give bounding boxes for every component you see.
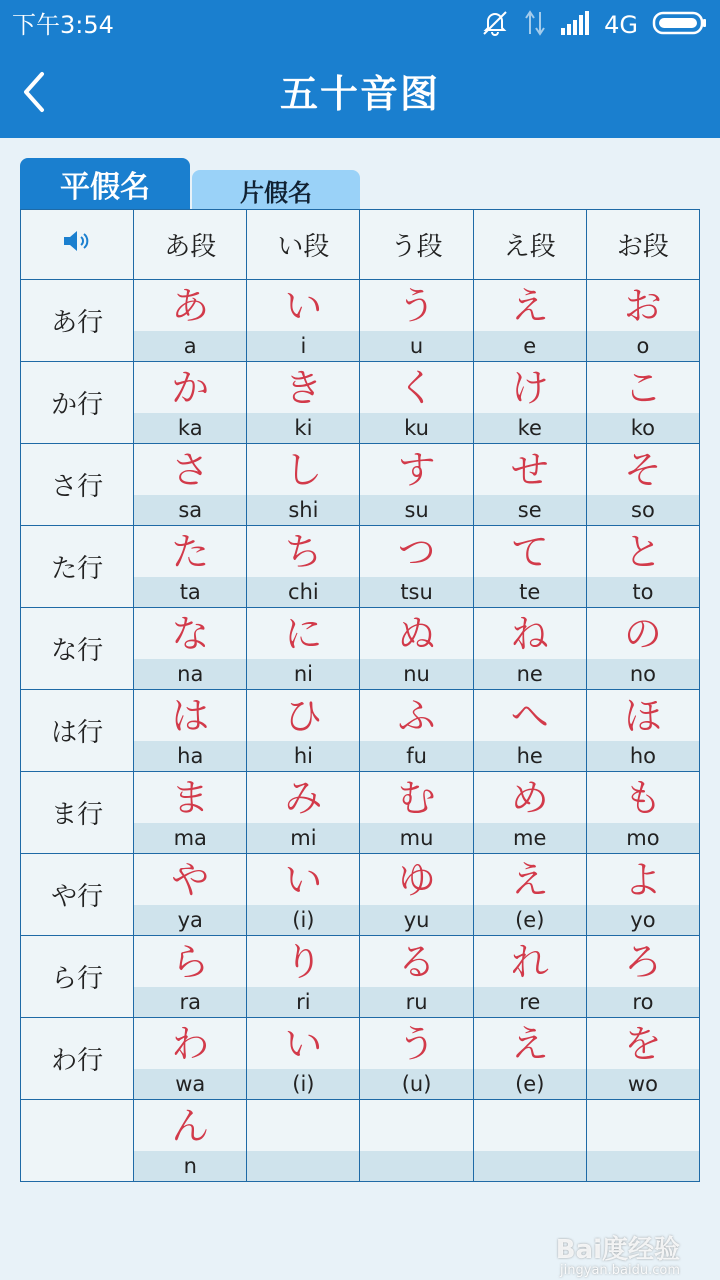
kana-cell[interactable]	[587, 526, 699, 607]
kana-char: え	[510, 283, 549, 328]
status-time: 下午3:54	[12, 11, 114, 39]
kana-char: み	[284, 775, 323, 820]
status-bar	[0, 0, 720, 50]
network-type: 4G	[604, 11, 638, 39]
romaji-label: tsu	[360, 577, 472, 607]
romaji-label: he	[474, 741, 586, 771]
empty-top	[360, 1100, 472, 1151]
kana-cell[interactable]	[587, 280, 699, 361]
kana-char: ほ	[623, 693, 662, 738]
kana-char: さ	[171, 447, 210, 492]
romaji-label: ki	[247, 413, 359, 443]
title-bar	[0, 50, 720, 138]
row-header: な行	[21, 608, 133, 689]
kana-cell[interactable]	[474, 362, 586, 443]
romaji-label: (e)	[474, 1069, 586, 1099]
kana-cell[interactable]	[134, 608, 246, 689]
speaker-icon	[62, 229, 92, 260]
romaji-label: re	[474, 987, 586, 1017]
romaji-label: e	[474, 331, 586, 361]
tab-hiragana[interactable]: 平假名	[20, 158, 190, 210]
kana-cell[interactable]	[247, 854, 359, 935]
kana-char: ふ	[397, 693, 436, 738]
romaji-label: ni	[247, 659, 359, 689]
kana-cell[interactable]	[360, 526, 472, 607]
romaji-label: n	[134, 1151, 246, 1181]
kana-cell[interactable]	[134, 1100, 246, 1181]
signal-icon	[560, 10, 590, 40]
kana-char: よ	[623, 857, 662, 902]
romaji-label: a	[134, 331, 246, 361]
kana-cell[interactable]	[247, 1018, 359, 1099]
kana-cell[interactable]	[474, 854, 586, 935]
romaji-label: ku	[360, 413, 472, 443]
kana-cell[interactable]	[587, 1018, 699, 1099]
romaji-label: ya	[134, 905, 246, 935]
kana-cell[interactable]	[360, 608, 472, 689]
romaji-label: fu	[360, 741, 472, 771]
kana-cell[interactable]	[587, 854, 699, 935]
kana-char: わ	[171, 1021, 210, 1066]
kana-char: り	[284, 939, 323, 984]
romaji-label: wa	[134, 1069, 246, 1099]
romaji-label: ta	[134, 577, 246, 607]
tab-katakana[interactable]: 片假名	[192, 170, 360, 210]
kana-cell[interactable]	[474, 608, 586, 689]
romaji-label: yu	[360, 905, 472, 935]
kana-char: ら	[171, 939, 210, 984]
kana-cell[interactable]	[587, 362, 699, 443]
kana-cell[interactable]	[247, 280, 359, 361]
column-header: う段	[360, 210, 472, 279]
kana-cell[interactable]	[360, 362, 472, 443]
kana-char: う	[397, 283, 436, 328]
kana-char: く	[397, 365, 436, 410]
romaji-label: ka	[134, 413, 246, 443]
kana-char: え	[510, 857, 549, 902]
kana-tabs	[20, 158, 700, 210]
empty-bottom	[474, 1151, 586, 1181]
gojuon-table	[20, 209, 700, 1182]
data-transfer-icon	[524, 8, 546, 42]
kana-char: め	[510, 775, 549, 820]
romaji-label: se	[474, 495, 586, 525]
romaji-label: i	[247, 331, 359, 361]
romaji-label: chi	[247, 577, 359, 607]
kana-cell[interactable]	[247, 362, 359, 443]
kana-char: ゆ	[397, 857, 436, 902]
kana-char: に	[284, 611, 323, 656]
romaji-label: (i)	[247, 905, 359, 935]
kana-cell[interactable]	[134, 854, 246, 935]
kana-char: は	[171, 693, 210, 738]
romaji-label: ke	[474, 413, 586, 443]
kana-char: ひ	[284, 693, 323, 738]
kana-char: そ	[623, 447, 662, 492]
romaji-label: mi	[247, 823, 359, 853]
app-bar	[0, 0, 720, 138]
kana-char: け	[510, 365, 549, 410]
empty-cell	[247, 1100, 359, 1181]
romaji-label: mo	[587, 823, 699, 853]
kana-char: せ	[510, 447, 549, 492]
romaji-label: hi	[247, 741, 359, 771]
kana-char: き	[284, 365, 323, 410]
kana-char: や	[171, 857, 210, 902]
kana-cell[interactable]	[360, 936, 472, 1017]
romaji-label: shi	[247, 495, 359, 525]
romaji-label: na	[134, 659, 246, 689]
kana-cell[interactable]	[247, 608, 359, 689]
kana-cell[interactable]	[587, 608, 699, 689]
kana-cell[interactable]	[474, 936, 586, 1017]
romaji-label: me	[474, 823, 586, 853]
romaji-label: nu	[360, 659, 472, 689]
kana-cell[interactable]	[247, 936, 359, 1017]
kana-cell[interactable]	[360, 690, 472, 771]
kana-cell[interactable]	[360, 772, 472, 853]
kana-char: あ	[171, 283, 210, 328]
kana-char: ん	[171, 1103, 210, 1148]
kana-cell[interactable]	[474, 444, 586, 525]
kana-cell[interactable]	[360, 854, 472, 935]
row-header: ら行	[21, 936, 133, 1017]
romaji-label: (i)	[247, 1069, 359, 1099]
row-header: さ行	[21, 444, 133, 525]
kana-char: た	[171, 529, 210, 574]
romaji-label: mu	[360, 823, 472, 853]
kana-cell[interactable]	[247, 690, 359, 771]
kana-char: う	[397, 1021, 436, 1066]
kana-cell[interactable]	[587, 690, 699, 771]
kana-cell[interactable]	[587, 444, 699, 525]
romaji-label: o	[587, 331, 699, 361]
empty-top	[587, 1100, 699, 1151]
kana-char: か	[171, 365, 210, 410]
kana-char: て	[510, 529, 549, 574]
romaji-label: no	[587, 659, 699, 689]
row-header: ま行	[21, 772, 133, 853]
row-header	[21, 1100, 133, 1181]
kana-cell[interactable]	[134, 280, 246, 361]
watermark-url: jingyan.baidu.com	[560, 1263, 680, 1278]
watermark-brand: Bai度经验	[555, 1235, 680, 1265]
kana-cell[interactable]	[474, 526, 586, 607]
kana-char: む	[397, 775, 436, 820]
kana-char: し	[284, 447, 323, 492]
empty-bottom	[360, 1151, 472, 1181]
kana-char: え	[510, 1021, 549, 1066]
row-header: わ行	[21, 1018, 133, 1099]
silent-mode-icon	[480, 8, 510, 42]
romaji-label: ho	[587, 741, 699, 771]
romaji-label: ri	[247, 987, 359, 1017]
empty-bottom	[247, 1151, 359, 1181]
row-header: か行	[21, 362, 133, 443]
empty-top	[474, 1100, 586, 1151]
kana-cell[interactable]	[587, 772, 699, 853]
row-header: や行	[21, 854, 133, 935]
romaji-label: ma	[134, 823, 246, 853]
kana-cell[interactable]	[134, 936, 246, 1017]
kana-char: ま	[171, 775, 210, 820]
kana-char: ろ	[623, 939, 662, 984]
kana-char: れ	[510, 939, 549, 984]
kana-char: い	[284, 857, 323, 902]
kana-cell[interactable]	[134, 526, 246, 607]
romaji-label: (e)	[474, 905, 586, 935]
empty-cell	[587, 1100, 699, 1181]
romaji-label: ne	[474, 659, 586, 689]
column-header: い段	[247, 210, 359, 279]
romaji-label: te	[474, 577, 586, 607]
kana-cell[interactable]	[474, 690, 586, 771]
kana-cell[interactable]	[134, 362, 246, 443]
romaji-label: sa	[134, 495, 246, 525]
kana-char: る	[397, 939, 436, 984]
kana-cell[interactable]	[474, 772, 586, 853]
kana-cell[interactable]	[360, 444, 472, 525]
kana-char: ぬ	[397, 611, 436, 656]
kana-char: こ	[623, 365, 662, 410]
empty-bottom	[587, 1151, 699, 1181]
kana-char: な	[171, 611, 210, 656]
romaji-label: ha	[134, 741, 246, 771]
row-header: た行	[21, 526, 133, 607]
kana-char: ち	[284, 529, 323, 574]
kana-char: い	[284, 283, 323, 328]
romaji-label: ru	[360, 987, 472, 1017]
kana-cell[interactable]	[134, 690, 246, 771]
kana-char: い	[284, 1021, 323, 1066]
kana-char: す	[397, 447, 436, 492]
romaji-label: wo	[587, 1069, 699, 1099]
romaji-label: to	[587, 577, 699, 607]
kana-char: の	[623, 611, 662, 656]
kana-cell[interactable]	[247, 772, 359, 853]
romaji-label: ko	[587, 413, 699, 443]
row-header: あ行	[21, 280, 133, 361]
column-header: お段	[587, 210, 699, 279]
kana-cell[interactable]	[134, 772, 246, 853]
romaji-label: su	[360, 495, 472, 525]
column-header: あ段	[134, 210, 246, 279]
kana-char: お	[623, 283, 662, 328]
kana-cell[interactable]	[134, 444, 246, 525]
kana-cell[interactable]	[474, 1018, 586, 1099]
romaji-label: (u)	[360, 1069, 472, 1099]
status-icons	[480, 8, 708, 42]
empty-top	[247, 1100, 359, 1151]
romaji-label: yo	[587, 905, 699, 935]
kana-char: つ	[397, 529, 436, 574]
romaji-label: so	[587, 495, 699, 525]
kana-cell[interactable]	[247, 526, 359, 607]
kana-cell[interactable]	[474, 280, 586, 361]
romaji-label: u	[360, 331, 472, 361]
row-header: は行	[21, 690, 133, 771]
romaji-label: ra	[134, 987, 246, 1017]
page-title: 五十音图	[279, 72, 440, 116]
empty-cell	[360, 1100, 472, 1181]
kana-char: へ	[510, 693, 549, 738]
kana-cell[interactable]	[247, 444, 359, 525]
kana-char: ね	[510, 611, 549, 656]
play-audio-button[interactable]	[21, 210, 133, 279]
kana-cell[interactable]	[360, 280, 472, 361]
kana-char: と	[623, 529, 662, 574]
romaji-label: ro	[587, 987, 699, 1017]
kana-char: も	[623, 775, 662, 820]
kana-cell[interactable]	[134, 1018, 246, 1099]
column-header: え段	[474, 210, 586, 279]
empty-cell	[474, 1100, 586, 1181]
kana-char: を	[623, 1021, 662, 1066]
kana-cell[interactable]	[587, 936, 699, 1017]
kana-cell[interactable]	[360, 1018, 472, 1099]
battery-icon	[652, 10, 708, 40]
